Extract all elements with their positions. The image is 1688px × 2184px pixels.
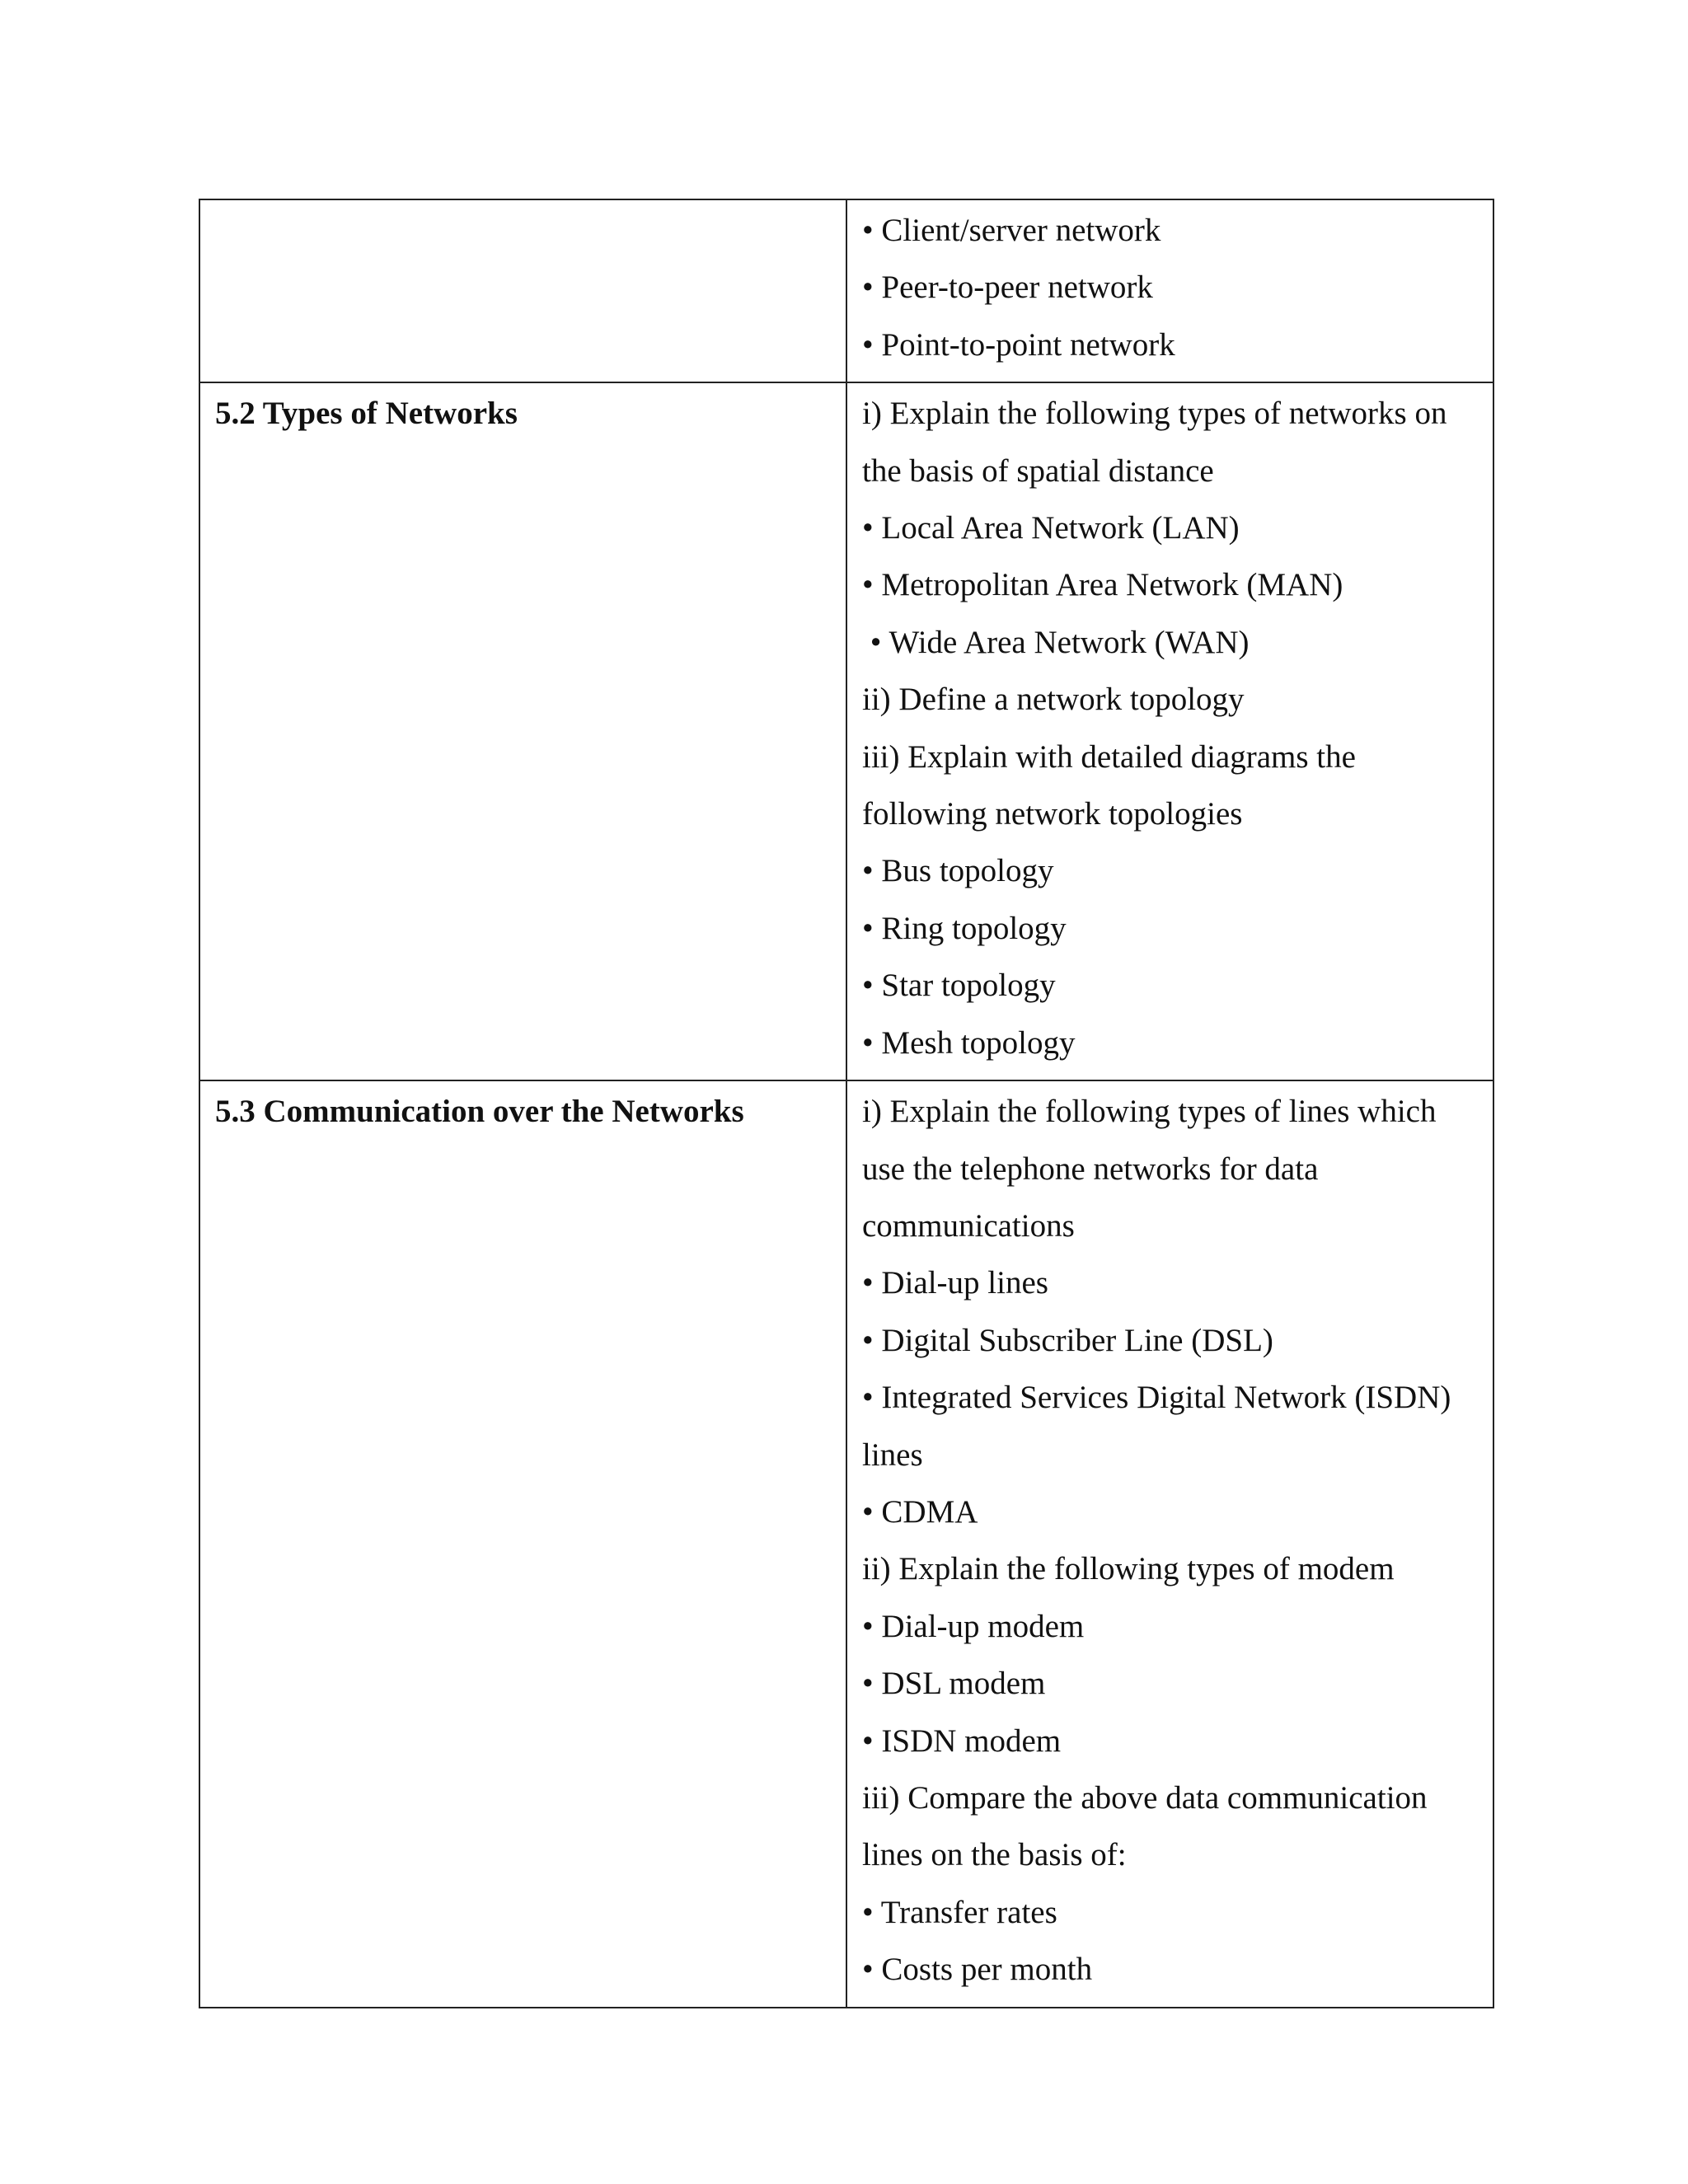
objective-line: • Star topology — [862, 968, 1056, 1004]
objective-line: following network topologies — [862, 796, 1243, 832]
objectives-cell — [846, 382, 1493, 1080]
objective-line: ii) Define a network topology — [862, 682, 1245, 718]
topic-heading: 5.2 Types of Networks — [215, 396, 518, 432]
objective-line: iii) Explain with detailed diagrams the — [862, 738, 1356, 775]
objective-line: • Digital Subscriber Line (DSL) — [862, 1322, 1273, 1358]
objective-line: ii) Explain the following types of modem — [862, 1551, 1395, 1587]
table-row — [199, 199, 1493, 382]
objective-line: the basis of spatial distance — [862, 452, 1214, 489]
objective-line: • ISDN modem — [862, 1722, 1062, 1759]
objective-line: • Wide Area Network (WAN) — [862, 624, 1250, 660]
objective-line: • Metropolitan Area Network (MAN) — [862, 567, 1343, 603]
objective-line: • Bus topology — [862, 853, 1054, 889]
objective-line: iii) Compare the above data communication — [862, 1779, 1428, 1816]
objective-line: • Client/server network — [862, 213, 1161, 248]
curriculum-table — [199, 199, 1494, 2008]
objective-line: • Mesh topology — [862, 1024, 1076, 1061]
topic-cell — [199, 1080, 846, 2008]
objective-line: • Costs per month — [862, 1952, 1093, 1988]
objective-line: • DSL modem — [862, 1666, 1046, 1702]
objective-line: • CDMA — [862, 1493, 978, 1530]
objectives-cell — [846, 1080, 1493, 2008]
objective-line: use the telephone networks for data — [862, 1151, 1319, 1187]
topic-cell — [199, 199, 846, 382]
table-row — [199, 1080, 1493, 2008]
objective-line: i) Explain the following types of networks on — [862, 396, 1447, 432]
objective-line: • Integrated Services Digital Network (ISDN) — [862, 1380, 1451, 1416]
objective-line: lines — [862, 1436, 923, 1473]
topic-heading: 5.3 Communication over the Networks — [215, 1094, 744, 1130]
objective-line: • Point-to-point network — [862, 326, 1175, 363]
objective-line: • Dial-up lines — [862, 1265, 1048, 1301]
objective-line: lines on the basis of: — [862, 1837, 1127, 1873]
objective-line: • Transfer rates — [862, 1894, 1057, 1930]
objective-line: • Ring topology — [862, 910, 1067, 946]
objective-line: communications — [862, 1207, 1075, 1244]
objective-line: • Dial-up modem — [862, 1608, 1085, 1644]
objectives-cell — [846, 199, 1493, 382]
objective-line: • Local Area Network (LAN) — [862, 510, 1240, 546]
table-row — [199, 382, 1493, 1080]
topic-cell — [199, 382, 846, 1080]
objective-line: i) Explain the following types of lines which — [862, 1094, 1437, 1130]
objective-line: • Peer-to-peer network — [862, 269, 1153, 306]
